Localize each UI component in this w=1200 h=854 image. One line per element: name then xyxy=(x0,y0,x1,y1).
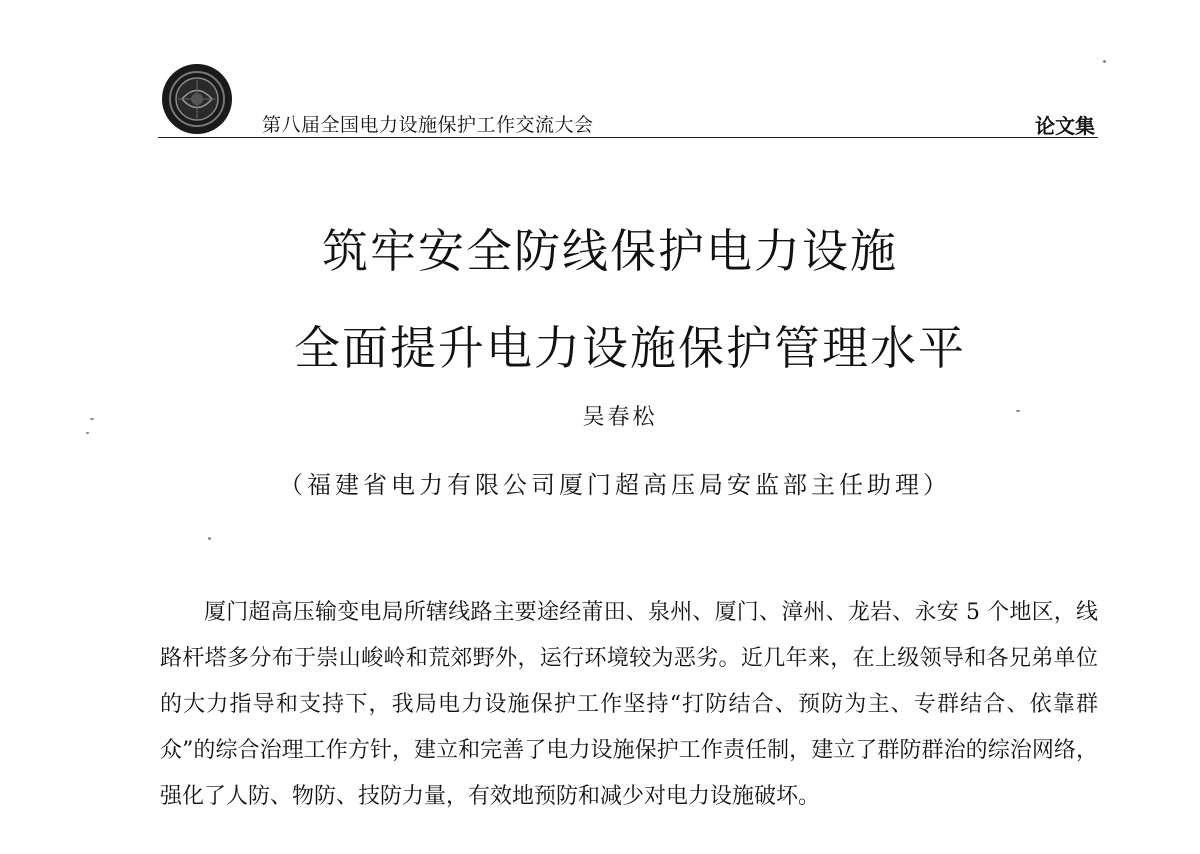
scan-speck xyxy=(1016,410,1020,412)
scan-speck xyxy=(208,537,211,540)
paper-title-line-2: 全面提升电力设施保护管理水平 xyxy=(294,321,966,375)
header-divider xyxy=(158,137,1098,138)
author-affiliation: （福建省电力有限公司厦门超高压局安监部主任助理） xyxy=(279,471,951,499)
author-name: 吴春松 xyxy=(582,405,658,430)
scan-speck xyxy=(90,418,94,420)
conference-name: 第八届全国电力设施保护工作交流大会 xyxy=(262,114,594,136)
body-paragraph: 厦门超高压输变电局所辖线路主要途经莆田、泉州、厦门、漳州、龙岩、永安 5 个地区，线路杆塔多分布于崇山峻岭和荒郊野外，运行环境较为恶劣。近几年来，在上级领导和各兄弟单位的大力指导和支持下，我局电力设施保护工作坚持“打防结合、预防为主、专群结合、依靠群众”的综合治理工作方针，建立和完善了电力设施保护工作责任制，建立了群防群治的综治网络，强化了人防、物防、技防力量，有效地预防和减少对电力设施破坏。 xyxy=(160,600,1098,809)
collection-label: 论文集 xyxy=(1035,114,1095,138)
scan-speck xyxy=(1103,60,1106,63)
paper-title-line-1: 筑牢安全防线保护电力设施 xyxy=(322,224,898,278)
conference-emblem-icon xyxy=(160,62,234,136)
scan-speck xyxy=(86,432,89,434)
